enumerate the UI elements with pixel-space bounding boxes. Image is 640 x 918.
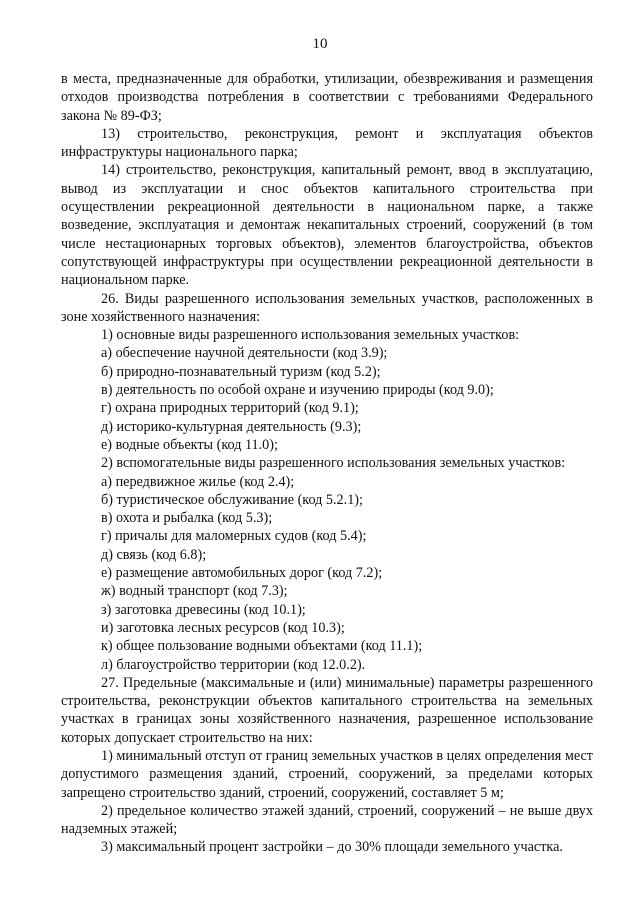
paragraph: 14) строительство, реконструкция, капитальный ремонт, ввод в эксплуатацию, вывод из эксплуатации и снос объектов капитального строительства при осуществлении рекреационной деятельности в национальном парке, а также возведение, эксплуатация и демонтаж некапитальных строений, сооружений (в том числе нестационарных торговых объектов), элементов благоустройства, объектов сопутствующей инфраструктуры при осуществлении рекреационной деятельности в национальном парке. (61, 162, 593, 289)
paragraph: в) деятельность по особой охране и изучению природы (код 9.0); (101, 382, 494, 399)
paragraph: 3) максимальный процент застройки – до 30% площади земельного участка. (101, 839, 563, 856)
paragraph: д) историко-культурная деятельность (9.3); (101, 418, 362, 435)
document-body (61, 70, 593, 857)
paragraph: ж) водный транспорт (код 7.3); (101, 583, 288, 600)
paragraph: 2) вспомогательные виды разрешенного использования земельных участков: (101, 455, 566, 472)
paragraph: з) заготовка древесины (код 10.1); (101, 601, 306, 618)
paragraph: а) передвижное жилье (код 2.4); (101, 473, 295, 490)
page-number: 10 (312, 36, 328, 52)
paragraph: 2) предельное количество этажей зданий, строений, сооружений – не выше двух надземных этажей; (61, 802, 593, 838)
paragraph: 26. Виды разрешенного использования земельных участков, расположенных в зоне хозяйственного назначения: (61, 290, 593, 325)
paragraph: 1) основные виды разрешенного использования земельных участков: (101, 327, 520, 344)
paragraph: и) заготовка лесных ресурсов (код 10.3); (101, 619, 345, 636)
paragraph: е) водные объекты (код 11.0); (101, 436, 278, 453)
paragraph: в места, предназначенные для обработки, утилизации, обезвреживания и размещения отходов производства потребления в соответствии с требованиями Федерального закона № 89-ФЗ; (61, 71, 593, 124)
paragraph: б) туристическое обслуживание (код 5.2.1); (101, 491, 363, 508)
paragraph: а) обеспечение научной деятельности (код 3.9); (101, 345, 388, 362)
paragraph: г) причалы для маломерных судов (код 5.4); (101, 528, 367, 545)
paragraph: в) охота и рыбалка (код 5.3); (101, 510, 273, 527)
paragraph: г) охрана природных территорий (код 9.1); (101, 400, 359, 417)
paragraph: л) благоустройство территории (код 12.0.2). (101, 656, 366, 673)
paragraph: б) природно-познавательный туризм (код 5.2); (101, 363, 381, 380)
paragraph: к) общее пользование водными объектами (код 11.1); (101, 638, 423, 655)
paragraph: 13) строительство, реконструкция, ремонт и эксплуатация объектов инфраструктуры национального парка; (61, 125, 593, 161)
paragraph: д) связь (код 6.8); (101, 546, 207, 563)
paragraph: 1) минимальный отступ от границ земельных участков в целях определения мест допустимого размещения зданий, строений, сооружений, за пределами которых запрещено строительство зданий, строений, сооружений, составляет 5 м; (61, 747, 593, 801)
paragraph: е) размещение автомобильных дорог (код 7.2); (101, 565, 383, 582)
paragraph: 27. Предельные (максимальные и (или) минимальные) параметры разрешенного строительства, реконструкции объектов капитального строительства на земельных участках в границах зоны хозяйственного назначения, разрешенное использование которых допускает строительство на них: (61, 674, 593, 746)
